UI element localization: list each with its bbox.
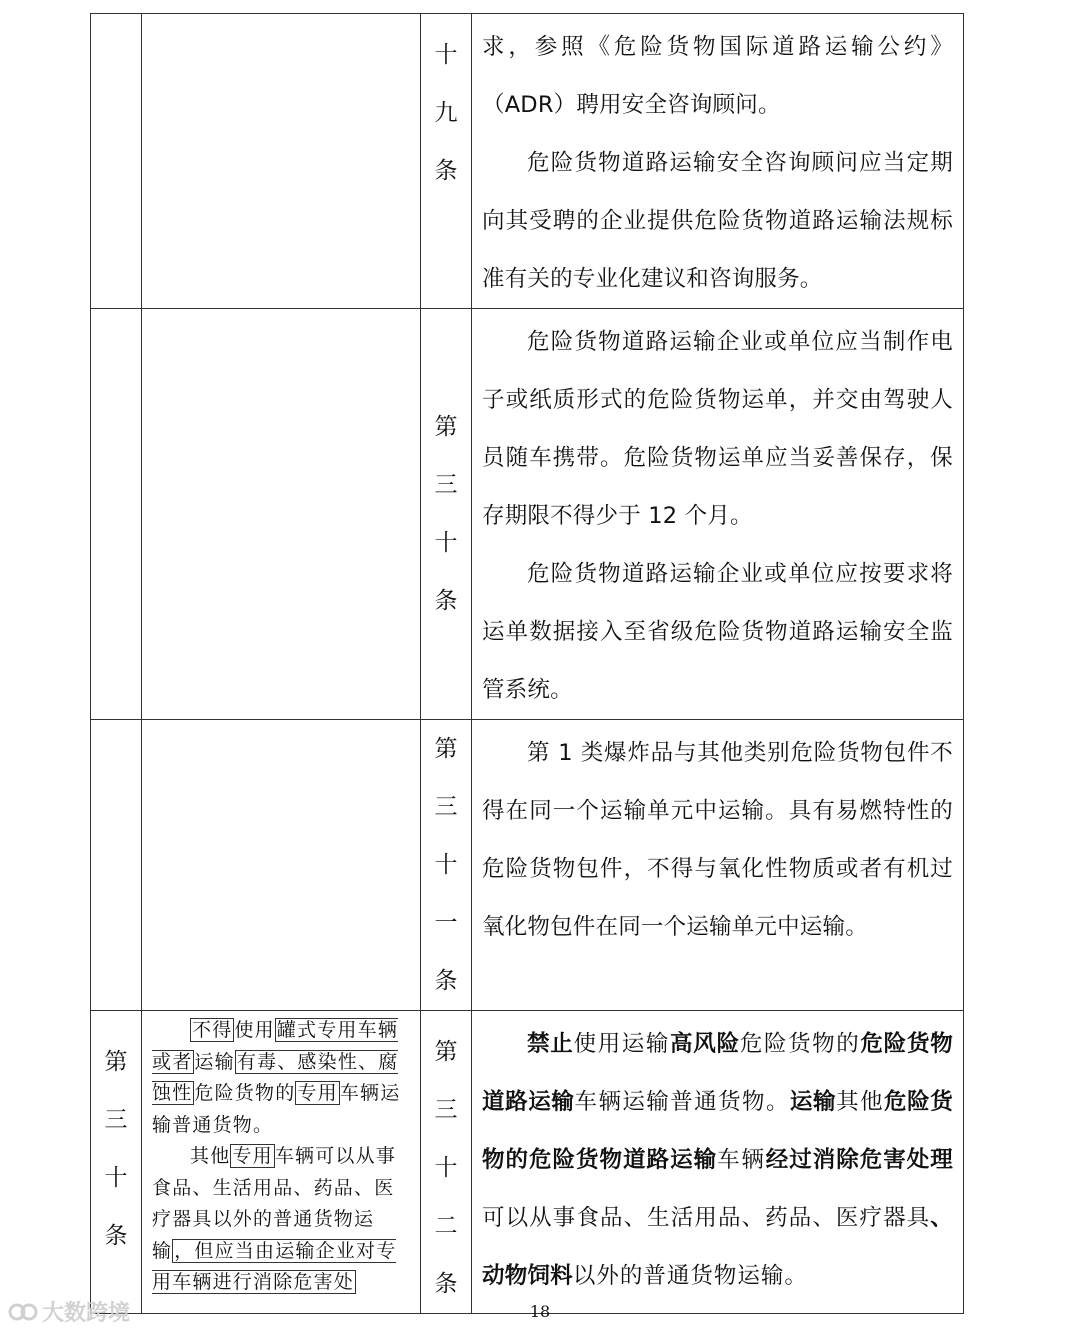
watermark: 大数跨境 (8, 1296, 130, 1327)
paragraph: 危险货物道路运输企业或单位应当制作电子或纸质形式的危险货物运单，并交由驾驶人员随车携带。危险货物运单应当妥善保存，保存期限不得少于 12 个月。 (482, 329, 953, 529)
article-label: 第 三 十 条 (434, 414, 458, 614)
article-label: 十 九 条 (434, 42, 458, 184)
new-text-cell (472, 14, 964, 309)
new-article-cell (421, 309, 472, 720)
new-text-cell (472, 720, 964, 1011)
new-text-cell (472, 1011, 964, 1314)
new-text-cell (472, 309, 964, 720)
old-text-cell (142, 14, 421, 309)
old-article-cell (91, 720, 142, 1011)
article-label: 第 三 十 二 条 (434, 1039, 458, 1297)
new-article-cell (421, 1011, 472, 1314)
paragraph: 第 1 类爆炸品与其他类别危险货物包件不得在同一个运输单元中运输。具有易燃特性的危险货物包件，不得与氧化性物质或者有机过氧化物包件在同一个运输单元中运输。 (482, 740, 953, 940)
paragraph: 危险货物道路运输安全咨询顾问应当定期向其受聘的企业提供危险货物道路运输法规标准有关的专业化建议和咨询服务。 (482, 150, 953, 292)
article-label: 第 三 十 条 (104, 1049, 128, 1249)
paragraph: 其他 专用 车辆可以从事食品、生活用品、药品、医疗器具以外的普通货物运输 ，但应当由运输企业对专用车辆进行消除危害处 (152, 1145, 397, 1293)
new-article-cell (421, 720, 472, 1011)
table-row (91, 1011, 964, 1314)
article-label: 第 三 十 一 条 (434, 736, 458, 994)
paragraph: 求，参照《危险货物国际道路运输公约》（ADR）聘用安全咨询顾问。 (482, 34, 953, 118)
new-article-cell (421, 14, 472, 309)
old-text-cell (142, 720, 421, 1011)
comparison-table (90, 13, 964, 1314)
table-row (91, 720, 964, 1011)
table-row (91, 14, 964, 309)
paragraph: 禁止使用运输高风险危险货物的危险货物道路运输车辆运输普通货物。运输其他危险货物的危险货物道路运输车辆经过消除危害处理可以从事食品、生活用品、药品、医疗器具、动物饲料以外的普通货物运输。 (482, 1031, 953, 1289)
table-row (91, 309, 964, 720)
paragraph: 危险货物道路运输企业或单位应按要求将运单数据接入至省级危险货物道路运输安全监管系统。 (482, 561, 953, 703)
old-article-cell (91, 1011, 142, 1314)
paragraph: 不得 使用 罐式专用车辆或者 运输 有毒、感染性、腐蚀性 危险货物的 专用 车辆运输普通货物。 (152, 1019, 401, 1136)
old-article-cell (91, 14, 142, 309)
old-article-cell (91, 309, 142, 720)
page-number: 18 (529, 1302, 551, 1321)
old-text-cell (142, 1011, 421, 1314)
old-text-cell (142, 309, 421, 720)
